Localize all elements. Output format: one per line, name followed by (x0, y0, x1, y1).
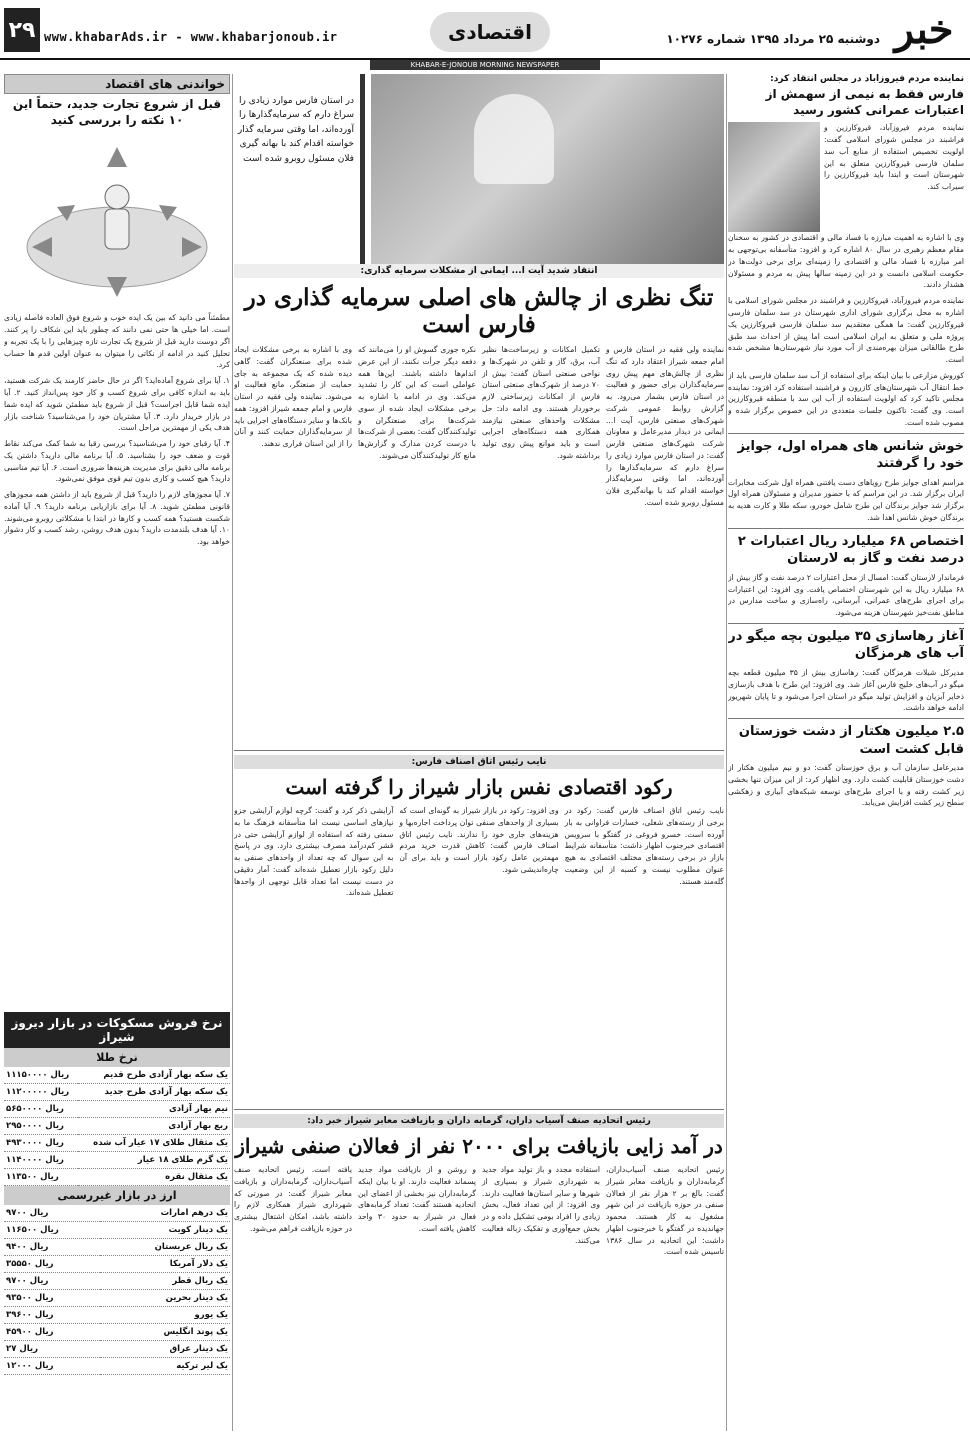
rate-name: یک دلار آمریکا (100, 1256, 230, 1273)
article-headline: در آمد زایی بازیافت برای ۲۰۰۰ نفر از فعالان صنفی شیراز (235, 1134, 723, 1158)
fx-rates-table (4, 1205, 230, 1375)
rate-row (4, 1341, 230, 1358)
article-column: نایب رئیس اتاق اصناف فارس گفت: رکود در برخی از رسته‌های شغلی، خسارات فراوانی به بار آورده است. خسرو فروغی در گفتگو با سرویس اقتصادی خبرجنوب اظهار داشت: متأسفانه شرایط بازار در برخی رسته‌های مختلف اقتصادی به هیچ عنوان مطلوب نیست و کسبه از این وضعیت گله‌مند هستند. (564, 806, 724, 886)
lead-column: نماینده ولی فقیه در استان فارس و امام جمعه شیراز اعتقاد دارد که تنگ نظری از چالش‌های مهم پیش روی سرمایه‌گذاران برای حضور و فعالیت در استان فارس بشمار می‌رود. به گزارش روابط عمومی شرکت شهرک‌های صنعتی فارس، آیت ا... ایمانی در دیدار مدیرعامل و معاونان شرکت شهرک‌های صنعتی فارس گفت: در استان فارس موارد زیادی را سراغ دارم که سرمایه‌گذارها را آورده‌اند، اما وقتی سرمایه‌گذار خواسته اقدام کند با بهانه‌گیری فلان مسئول روبرو شده است. (606, 345, 724, 507)
rate-row (4, 1084, 230, 1101)
rate-name: یک ریال قطر (100, 1273, 230, 1290)
rate-row (4, 1324, 230, 1341)
article-column: و روشن و از بازیافت مواد جدید پسماند فعالیت دارند. او با بیان اینکه گرمابه‌داران نیز بخشی از اعضای این اتحادیه هستند گفت: تعداد گرمابه‌های فعال در شیراز به حدود ۳۰ واحد کاهش یافته است. (358, 1165, 476, 1233)
left-column (4, 74, 230, 1431)
rate-value: ۳۵۵۵۰ ریال (4, 1256, 100, 1273)
rate-value: ۴۵۹۰۰ ریال (4, 1324, 100, 1341)
arrows-illustration (4, 132, 230, 312)
rate-value: ۹۷۰۰ ریال (4, 1205, 100, 1222)
gold-rates-table (4, 1067, 230, 1186)
article-paragraph: ۱. آیا برای شروع آماده‌اید؟ اگر در حال حاضر کارمند یک شرکت هستید، باید به اندازه کافی برای شروع کسب و کار خود پس‌انداز کنید. ۲. آیا ایده شما قابل اجراست؟ قبل از شروع باید مطمئن شوید که ایده شما در بازار خریدار دارد. ۳. آیا مشتریان خود را می‌شناسید؟ شناخت بازار هدف یکی از مهمترین مراحل است. (4, 376, 230, 433)
article-paragraph: فرماندار لارستان گفت: امسال از محل اعتبارات ۲ درصد نفت و گاز بیش از ۶۸ میلیارد ریال به این شهرستان اختصاص یافت. وی افزود: این اعتبارات برای اجرای طرح‌های عمرانی، آبرسانی، راه‌سازی و ساخت مدارس در مناطق نفت‌خیز شهرستان هزینه می‌شود. (728, 572, 964, 618)
rate-name: یک دینار بحرین (100, 1290, 230, 1307)
article-kicker: نایب رئیس اتاق اصناف فارس: (234, 755, 724, 769)
rate-value: ۲۹۵۰۰۰۰ ریال (4, 1118, 78, 1135)
rate-value: ۹۷۰۰ ریال (4, 1273, 100, 1290)
article-column: آرایشی ذکر کرد و گفت: گرچه لوازم آرایشی جزو نیازهای اساسی نیست اما متأسفانه فرهنگ ما به سمتی رفته که استفاده از لوازم آرایشی حتی در قشر کم‌درآمد مصرف بیشتری دارد. وی در پاسخ به این سوال که چه تعداد از واحدهای صنفی به دلیل رکود بازار تعطیل شده‌اند گفت: آمار دقیقی در دست نیست اما تعداد قابل توجهی از واحدها تعطیل شده‌اند. (234, 806, 394, 898)
rate-name: یک درهم امارات (100, 1205, 230, 1222)
page-number: ۲۹ (4, 8, 40, 52)
lead-column: تکمیل امکانات و زیرساخت‌ها نظیر آب، برق، گاز و تلفن در شهرک‌ها و نواحی صنعتی استان گفت: بیش از ۷۰ درصد از شهرک‌های صنعتی استان فارس از امکانات زیرساختی لازم برخوردار هستند. وی ادامه داد: حل مشکلات واحدهای صنعتی نیازمند همکاری همه دستگاه‌های اجرایی است و باید موانع پیش روی تولید برداشته شود. (482, 345, 600, 460)
rate-value: ۱۱۶۵۰۰ ریال (4, 1222, 100, 1239)
turban-shape (474, 94, 554, 184)
article-headline: ۲.۵ میلیون هکتار از دشت خوزستان قابل کشت است (738, 724, 964, 757)
rate-name: یک مثقال نقره (78, 1169, 230, 1186)
rate-value: ۱۱۳۵۰۰ ریال (4, 1169, 78, 1186)
rate-row (4, 1307, 230, 1324)
article-headline: اختصاص ۶۸ میلیارد ریال اعتبارات ۲ درصد نفت و گاز به لارستان (737, 533, 964, 567)
rate-name: یک سکه بهار آزادی طرح قدیم (78, 1067, 230, 1084)
article-headline: خوش شانس های همراه اول، جوایز خود را گرفتند (737, 438, 964, 472)
rate-value: ۱۲۰۰۰ ریال (4, 1358, 100, 1375)
right-column (728, 74, 964, 1431)
rate-row (4, 1118, 230, 1135)
rate-name: یک دینار عراق (100, 1341, 230, 1358)
rate-name: یک دینار کویت (100, 1222, 230, 1239)
rate-value: ۳۹۶۰۰ ریال (4, 1307, 100, 1324)
article-paragraph: مراسم اهدای جوایز طرح رویاهای دست یافتنی همراه اول شرکت مخابرات ایران برگزار شد. در این مراسم که با حضور مدیران و مسئولان همراه اول برگزار شد جوایز برندگان این طرح شامل خودرو، سکه طلا و کارت هدیه به برندگان خوش شانس اهدا شد. (728, 477, 964, 523)
rate-row (4, 1135, 230, 1152)
fx-title: ارز در بازار غیررسمی (4, 1186, 230, 1205)
rate-row (4, 1256, 230, 1273)
box-title: خواندنی های اقتصاد (4, 74, 230, 94)
rate-row (4, 1101, 230, 1118)
lead-headline: تنگ نظری از چالش های اصلی سرمایه گذاری در فارس است (244, 284, 714, 338)
rate-row (4, 1169, 230, 1186)
article-paragraph: نماینده مردم فیروزآباد، قیروکارزین و فراشبند در مجلس شورای اسلامی گفت: اولویت تخصیص استفاده از منابع آب سد سلمان فارسی قیروکارزین متعلق به این شهرستان است و ابتدا باید قیروکارزین را سیراب کند. (824, 123, 964, 192)
article-paragraph: وی با اشاره به اهمیت مبارزه با فساد مالی و اقتصادی در کشور به سخنان مقام معظم رهبری در سال ۸۰ اشاره کرد و افزود: متأسفانه بی‌توجهی به امر مبارزه با فساد مالی و اقتصادی را زمینه‌ای برای برخی دولت‌ها در حکومت اسلامی دانست و در این زمینه سالها پیش به مردم و مسئولان هشدار دادند. (728, 233, 964, 290)
rate-value: ۱۱۴۰۰۰۰ ریال (4, 1152, 78, 1169)
article-paragraph: کوروش مزارعی با بیان اینکه برای استفاده از آب سد سلمان فارسی باید از خط انتقال آب شهرستان‌های کازرون و فراشبند استفاده کرد افزود: نماینده مجلس تاکید کرد که اولویت استفاده از آب این سد با منطقه قیروکارزین است. وی گفت: تاکنون جلسات متعددی در این خصوص برگزار شده و مصوب شده است. (728, 370, 964, 427)
rate-row (4, 1152, 230, 1169)
rate-row (4, 1205, 230, 1222)
rate-name: یک پوند انگلیس (100, 1324, 230, 1341)
rate-value: ۴۹۳۰۰۰۰ ریال (4, 1135, 78, 1152)
article-column: یافته است. رئیس اتحادیه صنف آسیاب‌داران، گرمابه‌داران و بازیافت معابر شیراز گفت: در صورتی که شهرداری شیراز همکاری لازم را داشته باشد، امکان اشتغال بیشتری در حوزه بازیافت فراهم می‌شود. (234, 1165, 352, 1233)
rates-box (4, 1012, 230, 1375)
rate-row (4, 1222, 230, 1239)
rate-name: ربع بهار آزادی (78, 1118, 230, 1135)
article-paragraph: مدیرکل شیلات هرمزگان گفت: رهاسازی بیش از ۳۵ میلیون قطعه بچه میگو در آب‌های خلیج فارس آغاز شد. وی افزود: این طرح با هدف بازسازی ذخایر آبزیان و افزایش تولید میگو در استان اجرا می‌شود و تا پایان شهریور ادامه خواهد داشت. (728, 668, 964, 713)
main-section (234, 74, 724, 1431)
rate-value: ۱۱۲۰۰۰۰۰ ریال (4, 1084, 78, 1101)
photo-caption: انتقاد شدید آیت ا... ایمانی از مشکلات سرمایه گذاری: (234, 264, 724, 278)
article-kicker: رئیس اتحادیه صنف آسیاب داران، گرمابه داران و بازیافت معابر شیراز خبر داد: (234, 1114, 724, 1128)
issue-date: دوشنبه ۲۵ مرداد ۱۳۹۵ شماره ۱۰۲۷۶ (666, 32, 880, 46)
masthead (0, 4, 970, 60)
article-paragraph: ۴. آیا رقبای خود را می‌شناسید؟ بررسی رقبا به شما کمک می‌کند نقاط قوت و ضعف خود را بشناسید. ۵. آیا برنامه مالی دارید؟ داشتن یک برنامه مالی دقیق برای مدیریت هزینه‌ها ضروری است. ۶. آیا تیم مناسبی دارید؟ هیچ کسب و کاری بدون تیم قوی موفق نمی‌شود. (4, 439, 230, 484)
rate-name: یک یورو (100, 1307, 230, 1324)
article-headline: رکود اقتصادی نفس بازار شیراز را گرفته است (285, 775, 673, 799)
rate-row (4, 1273, 230, 1290)
article-column: رئیس اتحادیه صنف آسیاب‌داران، گرمابه‌داران و بازیافت معابر شیراز گفت: بالغ بر ۲ هزار نفر از فعالان صنفی در حوزه بازیافت در این شهر مشغول به کار هستند. محمود جهاندیده در گفتگو با خبرجنوب اظهار داشت: این اتحادیه در سال ۱۳۸۶ تاسیس شده است. (606, 1165, 724, 1257)
rate-row (4, 1067, 230, 1084)
article-column: استفاده مجدد و باز تولید مواد جدید به شهرداری شیراز و بسیاری از شهرها و سایر استان‌ها فعالیت دارند. وی افزود: از این تعداد فعال، بخش زیادی را افراد بومی تشکیل داده و در بخش جمع‌آوری و تفکیک زباله فعالیت می‌کنند. (482, 1165, 600, 1245)
column-divider (232, 74, 233, 1431)
rate-name: نیم بهار آزادی (78, 1101, 230, 1118)
column-divider (726, 74, 727, 1431)
section-label: اقتصادی (430, 12, 550, 52)
rate-row (4, 1290, 230, 1307)
rate-value: ۱۱۱۵۰۰۰۰ ریال (4, 1067, 78, 1084)
rate-value: ۲۷ ریال (4, 1341, 100, 1358)
rate-name: یک مثقال طلای ۱۷ عیار آب شده (78, 1135, 230, 1152)
website-urls: www.khabarAds.ir - www.khabarjonoub.ir (44, 30, 338, 44)
article-paragraph: مطمئناً می دانید که بین یک ایده خوب و شروع فوق العاده فاصله زیادی است. اما خیلی ها حتی نمی دانند که چطور باید این شکاف را پر کنند. اگر دوست دارید قبل از شروع یک تجارت تازه چیزهایی را با یک تجربه و تحلیل کنید در ادامه از نکاتی را میتوان به عنوان اولین قدم ها حساب کرد. (4, 313, 230, 370)
rate-name: یک سکه بهار آزادی طرح جدید (78, 1084, 230, 1101)
article-paragraph: مدیرعامل سازمان آب و برق خوزستان گفت: دو و نیم میلیون هکتار از دشت خوزستان قابلیت کشت دارد. وی اظهار کرد: از این میزان تنها بخشی زیر کشت رفته و با اجرای طرح‌های توسعه شبکه‌های آبیاری و زهکشی سطح زیر کشت افزایش می‌یابد. (728, 763, 964, 808)
article-paragraph: نماینده مردم فیروزآباد، قیروکارزین و فراشبند در مجلس شورای اسلامی با اشاره به محل برگزاری شورای اداری شهرستان در سد سلمان فارسی قیروکارزین گفت: ما همگی معتقدیم سد سلمان فارسی قیروکارزین یک پروژه ملی و متعلق به ایران اسلامی است اما پیش از احداث سد طبق طرح طالقانی میزان بهره‌مندی از آب مورد نیاز شهرستان‌ها مشخص شده است. (728, 296, 964, 365)
rate-name: یک گرم طلای ۱۸ عیار (78, 1152, 230, 1169)
portrait-photo (728, 122, 820, 232)
rate-name: یک ریال عربستان (100, 1239, 230, 1256)
article-paragraph: ۷. آیا مجوزهای لازم را دارید؟ قبل از شروع باید از داشتن همه مجوزهای قانونی مطمئن شوید. ۸. آیا برای بازاریابی برنامه دارید؟ ۹. آیا آماده شکست هستید؟ همه کسب و کارها در ابتدا با مشکلاتی روبرو می‌شوند. ۱۰. آیا هدف بلندمدت دارید؟ بدون هدف روشن، رشد کسب و کار دشوار خواهد بود. (4, 490, 230, 547)
rates-title: نرخ فروش مسکوکات در بازار دیروز شیراز (4, 1012, 230, 1048)
rate-value: ۹۳۵۰۰ ریال (4, 1290, 100, 1307)
box-headline: قبل از شروع تجارت جدید، حتماً این ۱۰ نکته را بررسی کنید (12, 97, 222, 128)
lead-column: وی با اشاره به برخی مشکلات ایجاد شده برای صنعتگران گفت: گاهی دیده شده که یک مجموعه به جای حمایت از صنعتگر، مانع فعالیت او می‌شود. نماینده ولی فقیه در استان فارس و امام جمعه شیراز افزود: همه بانک‌ها و سایر دستگاه‌های اجرایی باید از سرمایه‌گذاران حمایت کنند و آنان را از این استان فراری ندهند. (234, 345, 352, 449)
rate-value: ۹۴۰۰ ریال (4, 1239, 100, 1256)
rate-row (4, 1239, 230, 1256)
rate-name: یک لیر ترکیه (100, 1358, 230, 1375)
article-headline: فارس فقط به نیمی از سهمش از اعتبارات عمرانی کشور رسید (765, 87, 964, 118)
english-strip: KHABAR-E-JONOUB MORNING NEWSPAPER (370, 60, 600, 70)
lead-column: نکره جوری گسوش او را می‌مانند که دفعه دیگر جرأت نکنند، از این عرض اندام‌ها داشته باشند. این‌ها همه عواملی است که این کار را تشدید می‌کند. وی در ادامه با اشاره به برخی مشکلات ایجاد شده از سوی شرکت‌ها برای صنعتگران و تولیدکنندگان گفت: بعضی از شرکت‌ها با درست کردن مدارک و گزارش‌ها مانع کار تولیدکنندگان می‌شوند. (358, 345, 476, 460)
gold-title: نرخ طلا (4, 1048, 230, 1067)
article-column: وی افزود: رکود در بازار شیراز به گونه‌ای است که بسیاری از واحدهای صنفی توان پرداخت اجاره‌بها و هزینه‌های جاری خود را ندارند. نایب رئیس اتاق اصناف فارس گفت: کاهش قدرت خرید مردم مهمترین عامل رکود بازار است و باید برای آن چاره‌اندیشی شود. (399, 806, 559, 874)
newspaper-logo: خبر (894, 6, 954, 53)
rate-value: ۵۶۵۰۰۰۰ ریال (4, 1101, 78, 1118)
pull-quote: در استان فارس موارد زیادی را سراغ دارم که سرمایه‌گذارها را آورده‌اند، اما وقتی سرمایه گذار خواسته اقدام کند با بهانه گیری فلان مسئول روبرو شده است (234, 74, 365, 264)
article-kicker: نماینده مردم فیروزآباد در مجلس انتقاد کرد: (770, 74, 964, 84)
arrows-figure-icon (17, 137, 217, 307)
article-headline: آغاز رهاسازی ۳۵ میلیون بچه میگو در آب های هرمزگان (728, 628, 964, 662)
lead-photo (371, 74, 724, 264)
rate-row (4, 1358, 230, 1375)
